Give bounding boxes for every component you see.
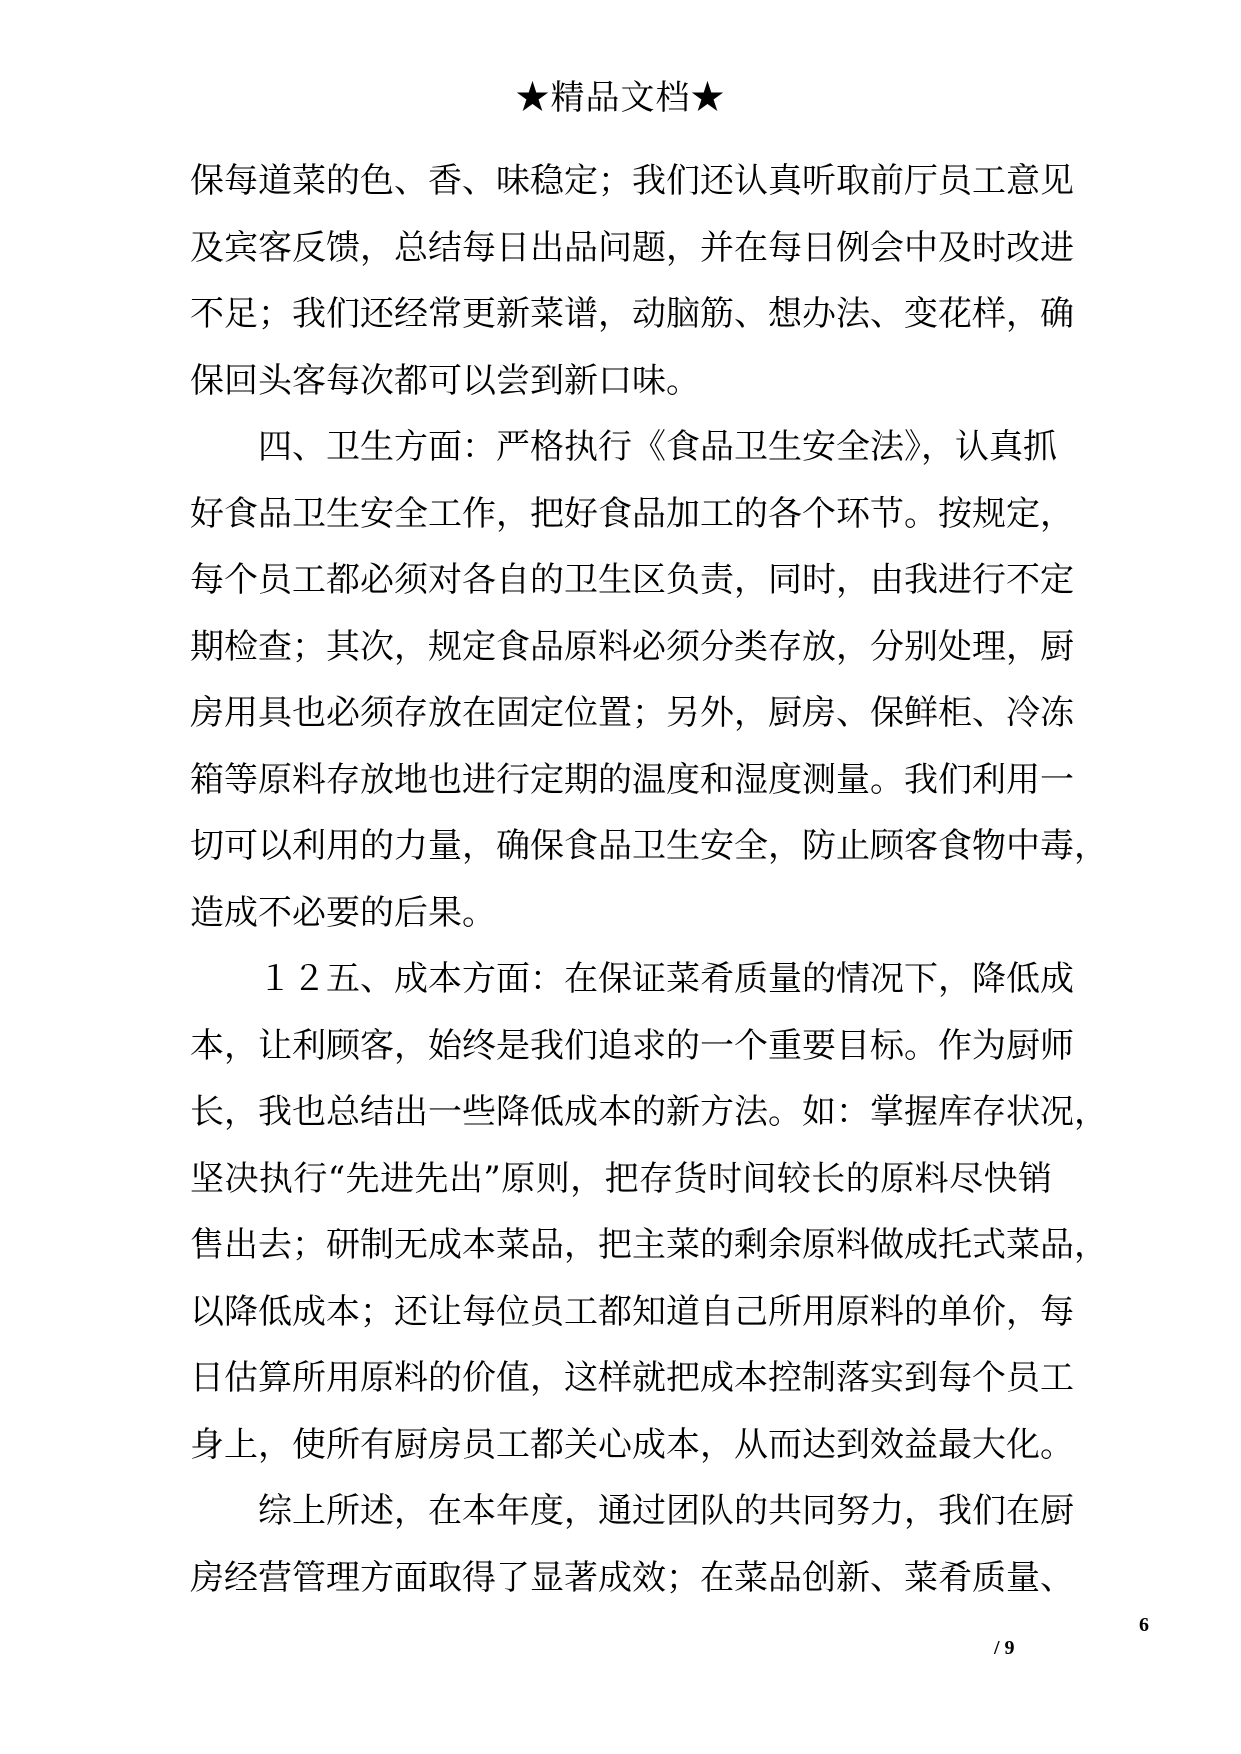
text-line: 不足；我们还经常更新菜谱，动脑筋、想办法、变花样，确 (190, 294, 1074, 334)
page-number: 6 (1139, 1614, 1149, 1636)
text-line: 综上所述，在本年度，通过团队的共同努力，我们在厨 (258, 1491, 1074, 1531)
text-line: 期检查；其次，规定食品原料必须分类存放，分别处理，厨 (190, 626, 1074, 667)
text-line: 坚决执行“先进先出”原则，把存货时间较长的原料尽快销 (190, 1158, 1052, 1199)
text-line: 切可以利用的力量，确保食品卫生安全，防止顾客食物中毒， (190, 826, 1108, 866)
text-line: 好食品卫生安全工作，把好食品加工的各个环节。按规定， (190, 493, 1074, 534)
text-line: 每个员工都必须对各自的卫生区负责，同时，由我进行不定 (190, 560, 1074, 600)
text-line: １２五、成本方面：在保证菜肴质量的情况下，降低成 (258, 959, 1074, 999)
text-line: 造成不必要的后果。 (190, 892, 496, 933)
text-line: 长，我也总结出一些降低成本的新方法。如：掌握库存状况， (190, 1092, 1108, 1132)
text-line: 保每道菜的色、香、味稳定；我们还认真听取前厅员工意见 (190, 161, 1074, 201)
text-line: 四、卫生方面：严格执行《食品卫生安全法》，认真抓 (258, 427, 1057, 467)
text-line: 房经营管理方面取得了显著成效；在菜品创新、菜肴质量、 (190, 1557, 1074, 1598)
text-line: 保回头客每次都可以尝到新口味。 (190, 360, 700, 401)
text-line: 身上，使所有厨房员工都关心成本，从而达到效益最大化。 (190, 1424, 1074, 1465)
text-line: 箱等原料存放地也进行定期的温度和湿度测量。我们利用一 (190, 759, 1074, 800)
text-line: 及宾客反馈，总结每日出品问题，并在每日例会中及时改进 (190, 227, 1074, 268)
text-line: 房用具也必须存放在固定位置；另外，厨房、保鲜柜、冷冻 (190, 693, 1074, 733)
page-total: / 9 (994, 1637, 1015, 1659)
text-line: 本，让利顾客，始终是我们追求的一个重要目标。作为厨师 (190, 1025, 1074, 1066)
text-line: 日估算所用原料的价值，这样就把成本控制落实到每个员工 (190, 1358, 1074, 1398)
document-body (190, 148, 1108, 1611)
text-line: 以降低成本；还让每位员工都知道自己所用原料的单价，每 (190, 1291, 1074, 1332)
document-header-title: ★精品文档★ (515, 78, 726, 118)
text-line: 售出去；研制无成本菜品，把主菜的剩余原料做成托式菜品， (190, 1225, 1108, 1265)
